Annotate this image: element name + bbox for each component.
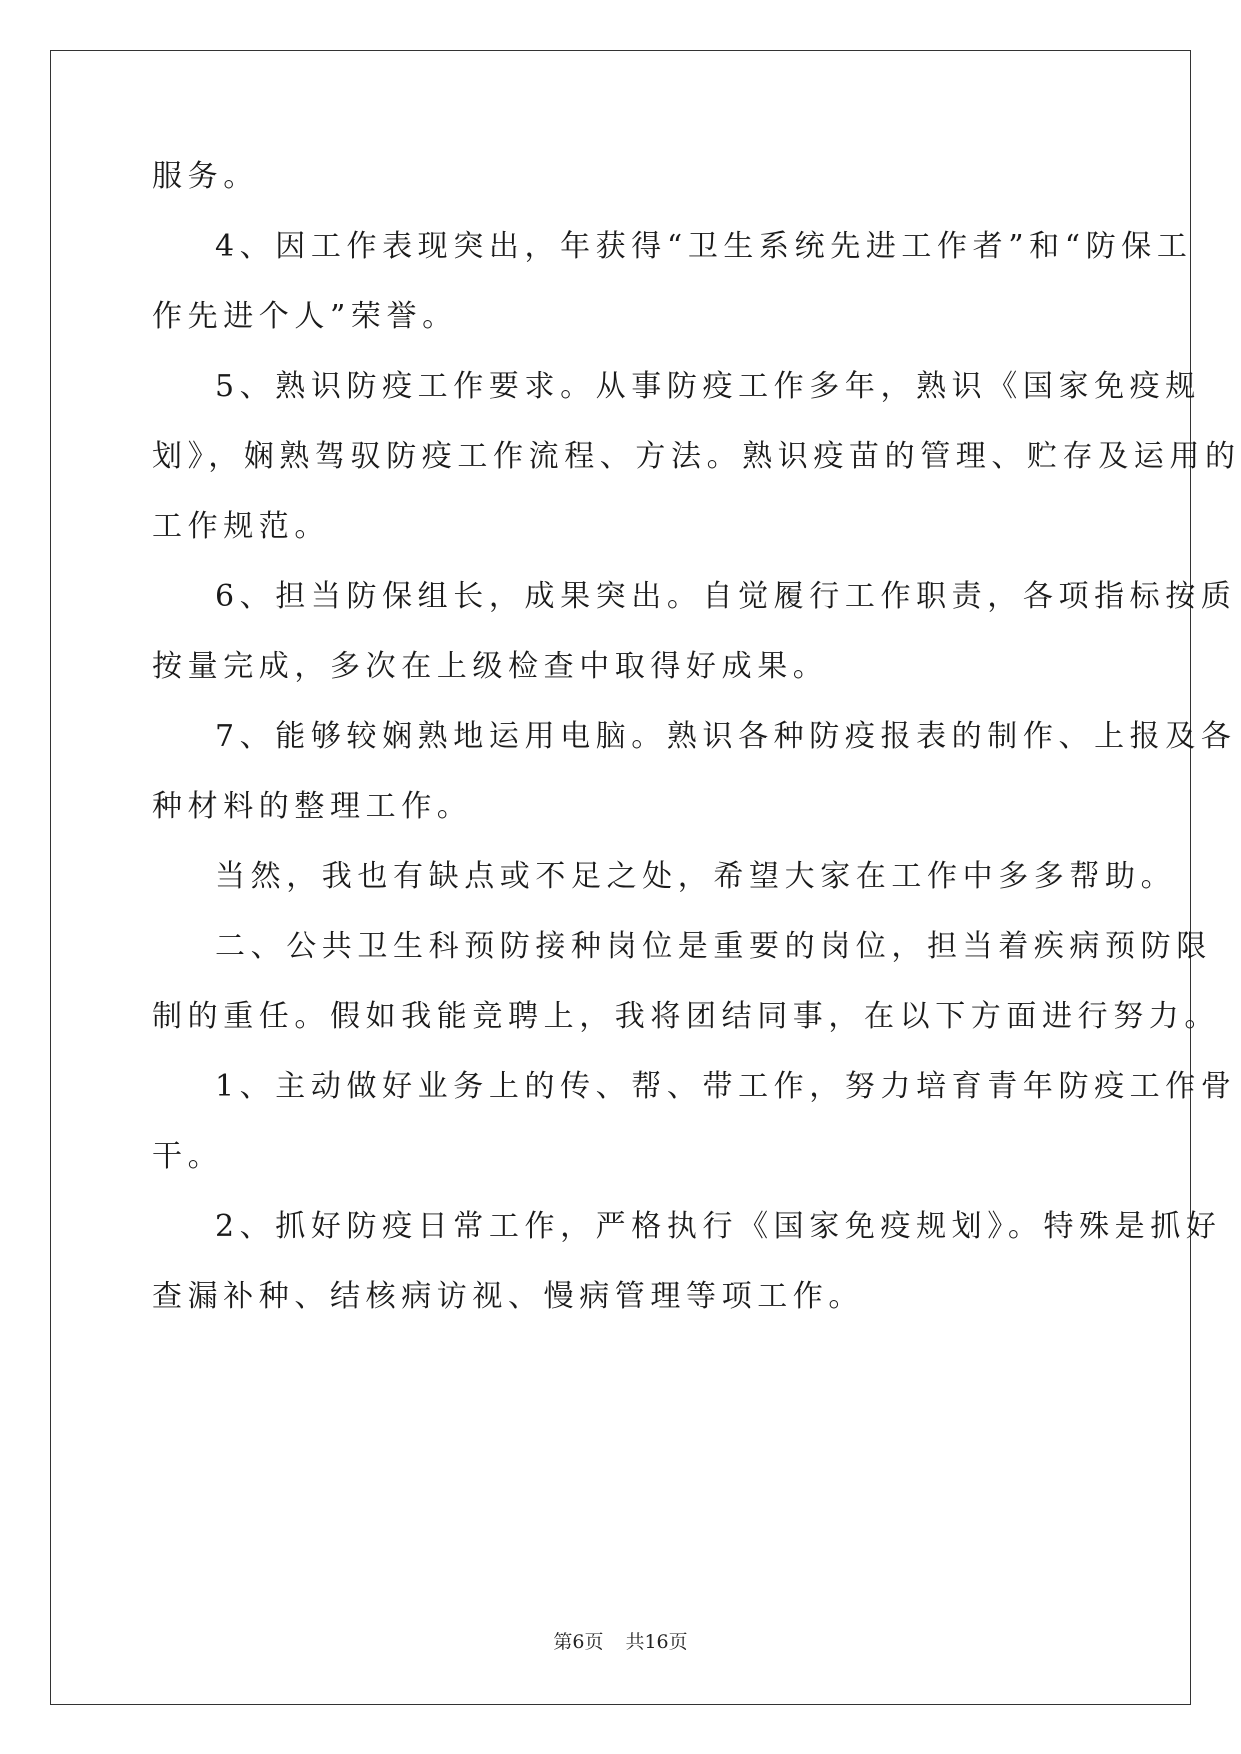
page-number-total: 共16页 [625,1631,688,1653]
text-line: 作先进个人”荣誉。 [152,299,458,334]
text-line: 2、抓好防疫日常工作，严格执行《国家免疫规划》。特殊是抓好 [215,1209,1222,1244]
text-line: 种材料的整理工作。 [152,789,473,824]
text-line: 查漏补种、结核病访视、慢病管理等项工作。 [152,1279,864,1314]
text-line: 1、主动做好业务上的传、帮、带工作，努力培育青年防疫工作骨 [215,1069,1237,1104]
text-line: 制的重任。假如我能竞聘上，我将团结同事，在以下方面进行努力。 [152,999,1220,1034]
text-line: 干。 [152,1139,224,1174]
text-line: 5、熟识防疫工作要求。从事防疫工作多年，熟识《国家免疫规 [215,369,1201,404]
text-line: 划》，娴熟驾驭防疫工作流程、方法。熟识疫苗的管理、贮存及运用的 [152,439,1241,474]
text-line: 按量完成，多次在上级检查中取得好成果。 [152,649,829,684]
text-line: 二、公共卫生科预防接种岗位是重要的岗位，担当着疾病预防限 [215,929,1212,964]
text-line: 6、担当防保组长，成果突出。自觉履行工作职责，各项指标按质 [215,579,1237,614]
text-line: 工作规范。 [152,509,330,544]
text-line: 当然，我也有缺点或不足之处，希望大家在工作中多多帮助。 [215,859,1177,894]
text-line: 4、因工作表现突出，年获得“卫生系统先进工作者”和“防保工 [215,229,1193,264]
text-line: 7、能够较娴熟地运用电脑。熟识各种防疫报表的制作、上报及各 [215,719,1237,754]
page-footer [0,1630,1241,1654]
text-line: 服务。 [152,159,259,194]
page-number-current: 第6页 [553,1631,604,1653]
